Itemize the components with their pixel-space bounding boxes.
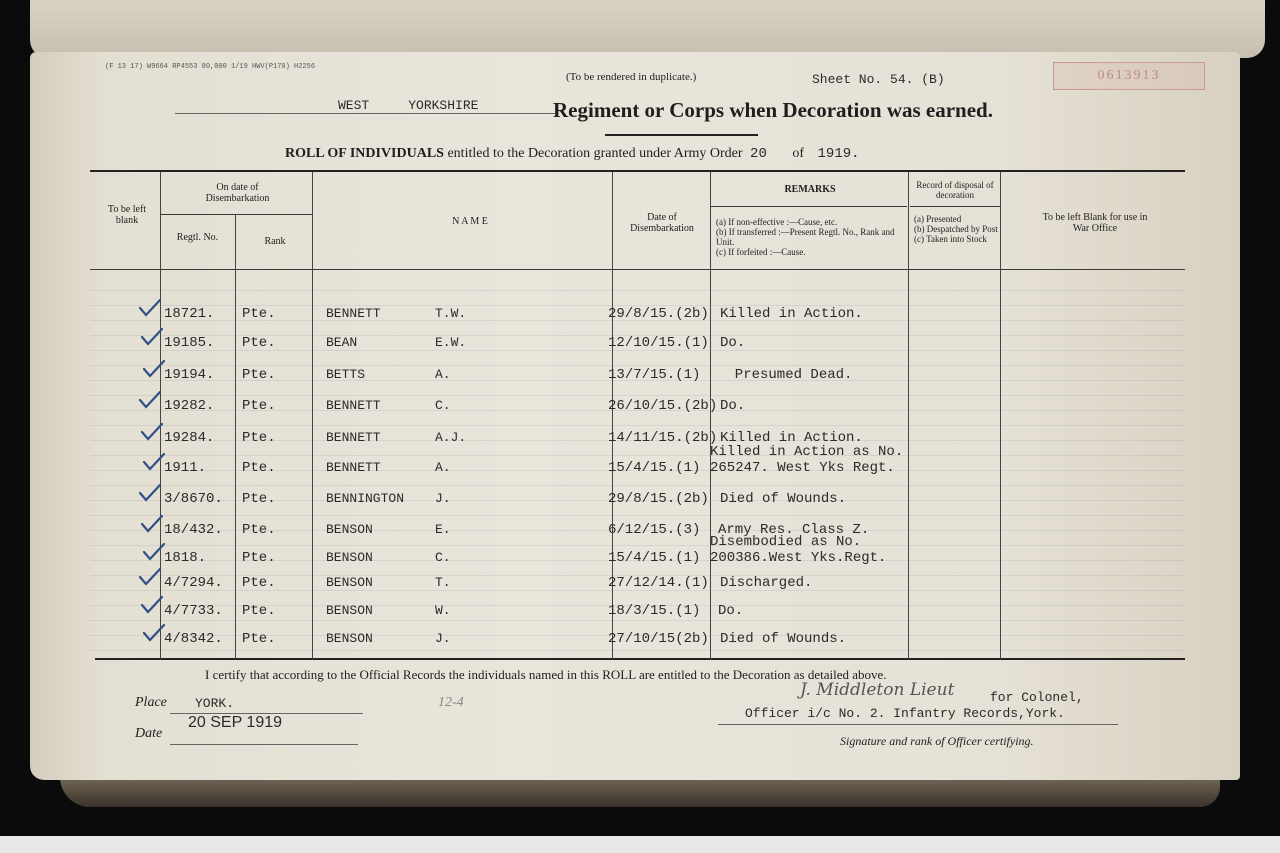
initials: T. (435, 575, 451, 590)
col-divider (312, 172, 313, 660)
rank: Pte. (242, 398, 276, 414)
disposal-legend-b: (b) Despatched by Post (914, 224, 998, 234)
duplicate-note: (To be rendered in duplicate.) (566, 71, 697, 83)
rank: Pte. (242, 603, 276, 619)
remarks-legend (716, 217, 906, 257)
col-divider (235, 215, 236, 660)
col-regtl-no: Regtl. No. (176, 232, 219, 243)
roll-text: entitled to the Decoration granted under Army Order (447, 146, 743, 161)
initials: A.J. (435, 430, 467, 445)
header-bottom-rule (90, 269, 1185, 270)
initials: A. (435, 460, 451, 475)
initials: T.W. (435, 306, 467, 321)
print-code: (F 13 17) W9664 RP4553 80,000 1/19 HWV(P170) H2256 (105, 63, 316, 71)
remarks-legend-c: (c) If forfeited :—Cause. (716, 247, 806, 257)
date-underline (170, 744, 358, 745)
regtl-number: 4/7733. (164, 603, 223, 619)
tick-mark-icon (142, 542, 166, 562)
of-label: of (792, 146, 805, 161)
surname: BENSON (326, 631, 373, 646)
regtl-number: 19284. (164, 430, 215, 446)
col-divider (710, 172, 711, 660)
regiment-underline (175, 113, 555, 114)
rank: Pte. (242, 491, 276, 507)
remarks-legend-b: (b) If transferred :—Present Regtl. No., Rank and Unit. (716, 227, 895, 247)
remarks: Killed in Action. (720, 430, 863, 446)
disembark-date: 29/8/15.(2b) (608, 491, 709, 507)
date-label: Date (135, 726, 163, 741)
disposal-legend-a: (a) Presented (914, 214, 962, 224)
remarks: Do. (720, 398, 746, 414)
place-value: YORK. (195, 696, 235, 711)
army-order-year: 1919. (817, 146, 860, 162)
ruled-line (90, 290, 1185, 291)
col-date: Date of Disembarkation (630, 212, 694, 234)
regtl-number: 18721. (164, 306, 215, 322)
col-name: N A M E (452, 216, 488, 227)
rank: Pte. (242, 335, 276, 351)
tick-mark-icon (142, 623, 166, 643)
initials: E. (435, 522, 451, 537)
remarks: Killed in Action as No. (710, 444, 904, 460)
scan-border (0, 836, 1280, 853)
ruled-line (90, 365, 1185, 366)
rank: Pte. (242, 306, 276, 322)
register-page (30, 52, 1240, 780)
disposal-legend-c: (c) Taken into Stock (914, 234, 987, 244)
disembark-date: 29/8/15.(2b) (608, 306, 709, 322)
roll-heading (285, 146, 860, 162)
initials: J. (435, 491, 451, 506)
regtl-number: 1911. (164, 460, 207, 476)
tick-mark-icon (138, 483, 162, 503)
regtl-number: 1818. (164, 550, 207, 566)
ruled-line (90, 515, 1185, 516)
remarks: Army Res. Class Z. (718, 522, 870, 538)
ruled-line (90, 545, 1185, 546)
table-top-rule (90, 170, 1185, 172)
regiment-label: Regiment or Corps when Decoration was earned. (553, 98, 993, 122)
remarks: Discharged. (720, 575, 813, 591)
disembark-date: 6/12/15.(3) (608, 522, 701, 538)
rank: Pte. (242, 631, 276, 647)
rank: Pte. (242, 367, 276, 383)
rank: Pte. (242, 430, 276, 446)
col-disembark-group: On date of Disembarkation (205, 182, 270, 204)
disembark-sub-rule (160, 214, 312, 215)
regtl-number: 3/8670. (164, 491, 223, 507)
roll-title: ROLL OF INDIVIDUALS (285, 146, 444, 161)
col-rank: Rank (264, 236, 286, 247)
rank: Pte. (242, 522, 276, 538)
tick-mark-icon (140, 595, 164, 615)
ruled-line (90, 455, 1185, 456)
col-disposal: Record of disposal of decoration (916, 180, 994, 200)
disembark-date: 14/11/15.(2b) (608, 430, 718, 446)
officer-signature: J. Middleton Lieut (800, 680, 955, 700)
initials: C. (435, 398, 451, 413)
initials: E.W. (435, 335, 467, 350)
ruled-line (90, 620, 1185, 621)
ruled-line (90, 425, 1185, 426)
remarks-continuation: 200386.West Yks.Regt. (710, 550, 887, 566)
tick-mark-icon (142, 359, 166, 379)
surname: BENSON (326, 522, 373, 537)
regtl-number: 19194. (164, 367, 215, 383)
remarks: Presumed Dead. (718, 367, 853, 383)
remarks-legend-a: (a) If non-effective :—Cause, etc. (716, 217, 838, 227)
tick-mark-icon (140, 327, 164, 347)
remarks: Do. (720, 335, 746, 351)
signature-caption: Signature and rank of Officer certifying. (840, 734, 1034, 748)
surname: BENNETT (326, 306, 381, 321)
disembark-date: 27/12/14.(1) (608, 575, 709, 591)
tick-mark-icon (138, 390, 162, 410)
regtl-number: 18/432. (164, 522, 223, 538)
surname: BENNINGTON (326, 491, 405, 506)
date-stamp: 20 SEP 1919 (188, 714, 283, 731)
disembark-date: 15/4/15.(1) (608, 550, 701, 566)
army-order-number: 20 (750, 146, 767, 162)
col-war-office: To be left Blank for use in War Office (1042, 212, 1148, 234)
surname: BENSON (326, 550, 373, 565)
disembark-date: 15/4/15.(1) (608, 460, 701, 476)
tick-mark-icon (138, 567, 162, 587)
disposal-legend (914, 214, 1000, 244)
regtl-number: 4/7294. (164, 575, 223, 591)
surname: BENNETT (326, 430, 381, 445)
initials: A. (435, 367, 451, 382)
tick-mark-icon (142, 452, 166, 472)
remarks: Died of Wounds. (720, 491, 847, 507)
ruled-line (90, 650, 1185, 651)
title-rule (605, 134, 758, 136)
sheet-number: Sheet No. 54. (B) (812, 72, 945, 87)
col-divider (1000, 172, 1001, 660)
tick-mark-icon (140, 514, 164, 534)
initials: J. (435, 631, 451, 646)
col-remarks: REMARKS (784, 184, 836, 195)
surname: BETTS (326, 367, 366, 382)
regtl-number: 19282. (164, 398, 215, 414)
ruled-line (90, 485, 1185, 486)
for-colonel: for Colonel, (990, 690, 1084, 705)
table-bottom-rule (95, 658, 1185, 660)
disembark-date: 13/7/15.(1) (608, 367, 701, 383)
reference-stamp: 0613913 (1053, 62, 1205, 90)
initials: W. (435, 603, 451, 618)
signature-rule (718, 724, 1118, 725)
surname: BENNETT (326, 460, 381, 475)
certification-text: I certify that according to the Official Records the individuals named in this ROLL are entitled to the Decoration as detailed above. (205, 667, 887, 682)
regtl-number: 4/8342. (164, 631, 223, 647)
ruled-line (90, 395, 1185, 396)
remarks: Disembodied as No. (710, 534, 862, 550)
surname: BENNETT (326, 398, 381, 413)
remarks-continuation: 265247. West Yks Regt. (710, 460, 895, 476)
remarks: Died of Wounds. (720, 631, 847, 647)
remarks-sub-rule (710, 206, 907, 207)
regtl-number: 19185. (164, 335, 215, 351)
tick-mark-icon (138, 298, 162, 318)
remarks: Killed in Action. (720, 306, 863, 322)
pencil-note: 12-4 (438, 695, 464, 710)
initials: C. (435, 550, 451, 565)
disembark-date: 27/10/15(2b) (608, 631, 709, 647)
col-divider (908, 172, 909, 660)
rank: Pte. (242, 575, 276, 591)
surname: BENSON (326, 575, 373, 590)
disembark-date: 12/10/15.(1) (608, 335, 709, 351)
disembark-date: 26/10/15.(2b) (608, 398, 718, 414)
rank: Pte. (242, 460, 276, 476)
officer-title: Officer i/c No. 2. Infantry Records,York. (745, 706, 1065, 721)
previous-page-edge (30, 0, 1265, 58)
tick-mark-icon (140, 422, 164, 442)
rank: Pte. (242, 550, 276, 566)
place-label: Place (135, 695, 167, 710)
surname: BENSON (326, 603, 373, 618)
regiment-value: WEST YORKSHIRE (338, 98, 479, 113)
col-left-blank: To be left blank (107, 204, 147, 226)
disembark-date: 18/3/15.(1) (608, 603, 701, 619)
remarks: Do. (718, 603, 744, 619)
disposal-sub-rule (910, 206, 1001, 207)
surname: BEAN (326, 335, 358, 350)
